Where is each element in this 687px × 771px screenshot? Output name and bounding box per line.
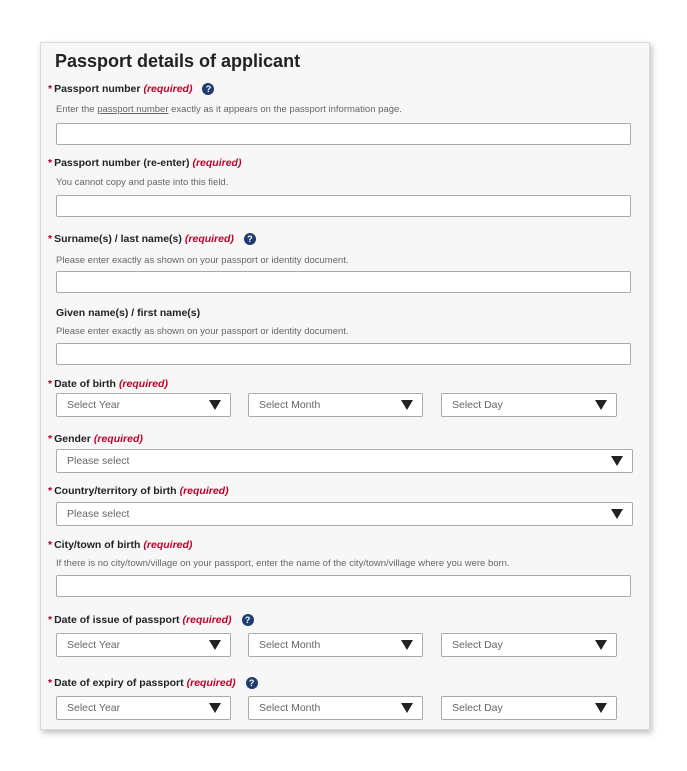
passport-number-reenter-hint: You cannot copy and paste into this field.	[56, 177, 229, 188]
surname-hint: Please enter exactly as shown on your passport or identity document.	[56, 255, 349, 266]
passport-number-reenter-label: * Passport number (re-enter) (required)	[48, 157, 242, 169]
triangle-down-icon	[209, 400, 221, 410]
dob-year-select[interactable]: Select Year	[56, 393, 231, 417]
country-of-birth-label: * Country/territory of birth (required)	[48, 485, 229, 497]
required-marker: (required)	[179, 485, 229, 497]
required-marker: (required)	[186, 677, 236, 689]
given-names-hint: Please enter exactly as shown on your passport or identity document.	[56, 326, 349, 337]
triangle-down-icon	[401, 640, 413, 650]
required-marker: (required)	[184, 233, 234, 245]
triangle-down-icon	[209, 640, 221, 650]
required-marker: (required)	[118, 378, 168, 390]
issue-month-select[interactable]: Select Month	[248, 633, 423, 657]
triangle-down-icon	[611, 509, 623, 519]
help-icon[interactable]: ?	[244, 233, 256, 245]
given-names-input[interactable]	[56, 343, 631, 365]
triangle-down-icon	[401, 400, 413, 410]
city-of-birth-hint: If there is no city/town/village on your passport, enter the name of the city/town/village where you were born.	[56, 558, 510, 569]
given-names-label: Given name(s) / first name(s)	[56, 307, 201, 319]
required-marker: (required)	[143, 83, 193, 95]
issue-year-select[interactable]: Select Year	[56, 633, 231, 657]
expiry-day-select[interactable]: Select Day	[441, 696, 617, 720]
gender-label: * Gender (required)	[48, 433, 143, 445]
triangle-down-icon	[611, 456, 623, 466]
city-of-birth-label: * City/town of birth (required)	[48, 539, 193, 551]
country-of-birth-select[interactable]: Please select	[56, 502, 633, 526]
required-marker: (required)	[182, 614, 232, 626]
required-marker: (required)	[143, 539, 193, 551]
triangle-down-icon	[595, 400, 607, 410]
passport-number-hint: Enter the passport number exactly as it appears on the passport information page.	[56, 104, 402, 115]
passport-number-reenter-input[interactable]	[56, 195, 631, 217]
triangle-down-icon	[401, 703, 413, 713]
help-icon[interactable]: ?	[202, 83, 214, 95]
dob-month-select[interactable]: Select Month	[248, 393, 423, 417]
passport-details-panel	[40, 42, 650, 730]
passport-number-input[interactable]	[56, 123, 631, 145]
surname-label: * Surname(s) / last name(s) (required) ?	[48, 233, 256, 245]
help-icon[interactable]: ?	[242, 614, 254, 626]
passport-number-link[interactable]: passport number	[97, 104, 169, 115]
required-marker: (required)	[93, 433, 143, 445]
passport-number-label: * Passport number (required) ?	[48, 83, 214, 95]
issue-day-select[interactable]: Select Day	[441, 633, 617, 657]
required-marker: (required)	[192, 157, 242, 169]
dob-label: * Date of birth (required)	[48, 378, 168, 390]
gender-select[interactable]: Please select	[56, 449, 633, 473]
page-title: Passport details of applicant	[55, 51, 301, 71]
expiry-month-select[interactable]: Select Month	[248, 696, 423, 720]
dob-day-select[interactable]: Select Day	[441, 393, 617, 417]
city-of-birth-input[interactable]	[56, 575, 631, 597]
issue-date-label: * Date of issue of passport (required) ?	[48, 614, 254, 626]
help-icon[interactable]: ?	[246, 677, 258, 689]
triangle-down-icon	[595, 703, 607, 713]
surname-input[interactable]	[56, 271, 631, 293]
triangle-down-icon	[209, 703, 221, 713]
expiry-date-label: * Date of expiry of passport (required) ?	[48, 677, 258, 689]
expiry-year-select[interactable]: Select Year	[56, 696, 231, 720]
triangle-down-icon	[595, 640, 607, 650]
